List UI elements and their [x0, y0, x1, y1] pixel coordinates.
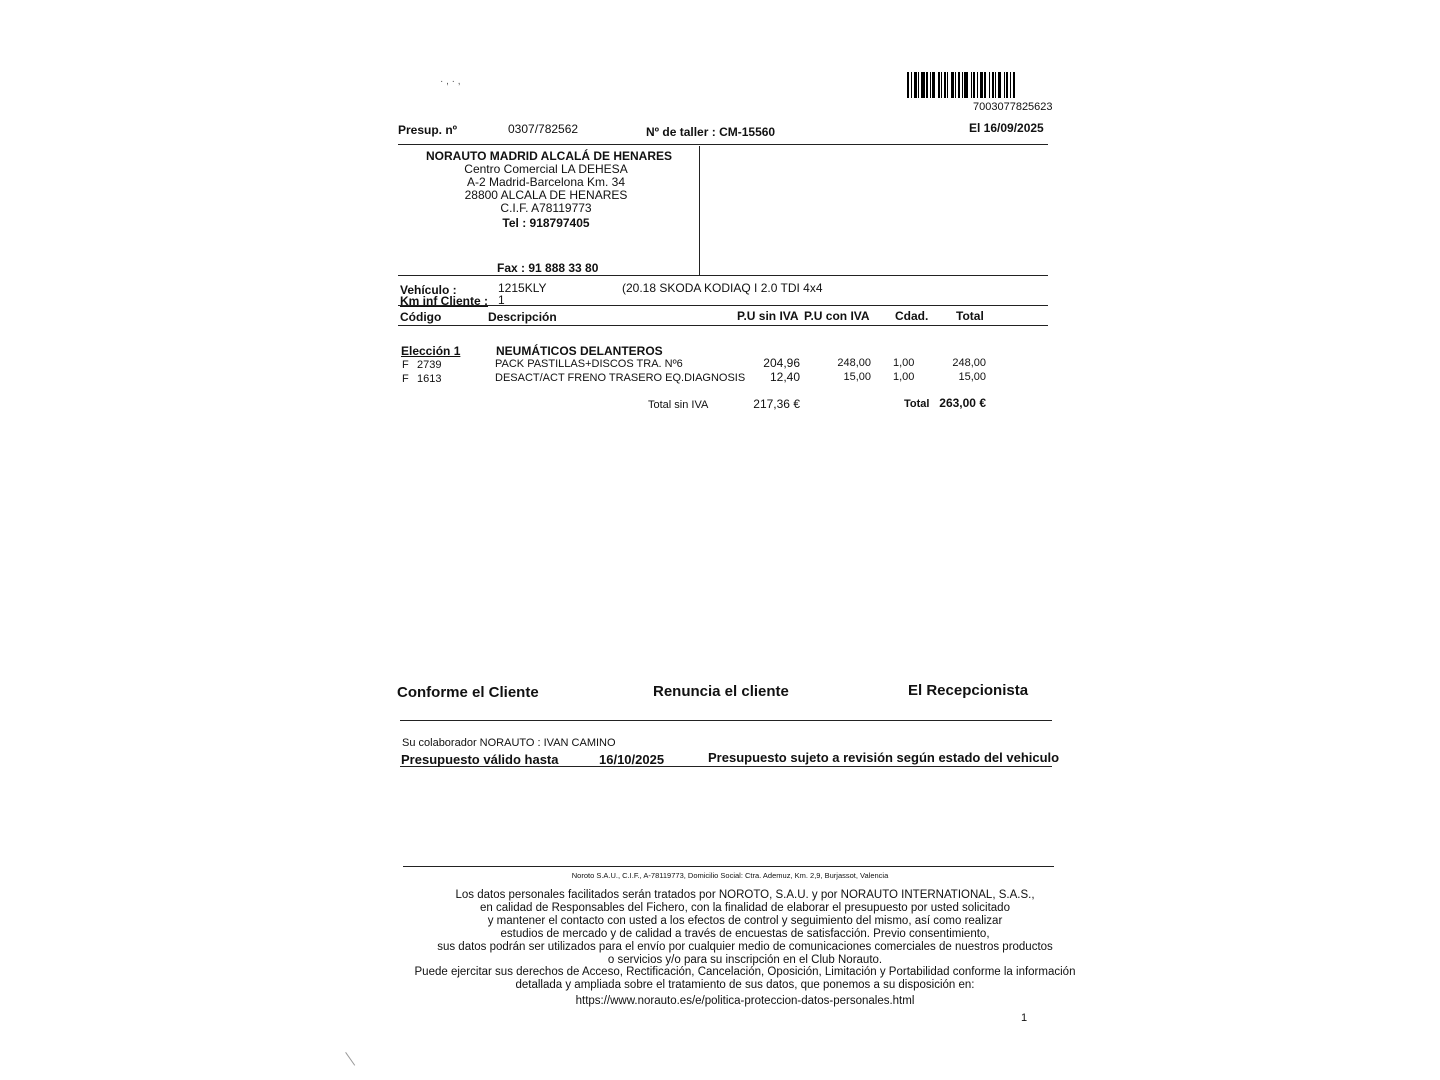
validity-rule: [400, 766, 1052, 767]
legal-line-4: estudios de mercado y de calidad a través de encuestas de satisfacción. Previo consentimiento,: [500, 928, 990, 940]
total-sin-iva-label: Total sin IVA: [648, 399, 709, 411]
total-value: 263,00 €: [939, 396, 986, 410]
signature-rule: [400, 720, 1052, 721]
footer-rule: [403, 866, 1054, 867]
privacy-url[interactable]: https://www.norauto.es/e/politica-proteccion-datos-personales.html: [575, 995, 915, 1007]
scan-mark-corner: [345, 1052, 355, 1066]
row-1-pu-sin-iva: 204,96: [763, 356, 800, 370]
total-label: Total: [904, 398, 930, 410]
taller-number: Nº de taller : CM-15560: [646, 125, 776, 139]
shop-address-3: 28800 ALCALA DE HENARES: [464, 188, 628, 202]
shop-cif: C.I.F. A78119773: [500, 201, 592, 215]
legal-line-1: Los datos personales facilitados serán tratados por NOROTO, S.A.U. y por NORAUTO INTERNATIONAL, S.A.S.,: [455, 889, 1035, 901]
row-2-cdad: 1,00: [893, 371, 915, 383]
header-total: Total: [956, 309, 984, 323]
shop-address-1: Centro Comercial LA DEHESA: [464, 162, 628, 176]
vehicle-rule: [398, 305, 1048, 306]
presup-label: Presup. nº: [398, 123, 458, 137]
scan-marks: · , · ,: [440, 76, 461, 87]
row-2-prefix: F: [402, 373, 409, 385]
shop-address-2: A-2 Madrid-Barcelona Km. 34: [466, 175, 626, 189]
shop-fax: Fax : 91 888 33 80: [497, 261, 599, 275]
header-descripcion: Descripción: [488, 310, 557, 324]
address-bottom-rule: [398, 275, 1048, 276]
address-divider: [699, 146, 700, 275]
row-1-pu-con-iva: 248,00: [837, 357, 871, 369]
km-value: 1: [498, 293, 505, 307]
row-1-description: PACK PASTILLAS+DISCOS TRA. Nº6: [495, 358, 683, 370]
valid-until-label: Presupuesto válido hasta: [401, 752, 559, 767]
signature-cliente: Conforme el Cliente: [397, 684, 539, 701]
row-1-code: 2739: [417, 359, 442, 371]
row-2-description: DESACT/ACT FRENO TRASERO EQ.DIAGNOSIS: [495, 372, 746, 384]
signature-renuncia: Renuncia el cliente: [653, 683, 789, 700]
km-label: Km inf Cliente :: [400, 294, 489, 308]
row-1-prefix: F: [402, 359, 409, 371]
vehicle-model: (20.18 SKODA KODIAQ I 2.0 TDI 4x4: [622, 281, 823, 295]
header-pu-con-iva: P.U con IVA: [804, 309, 870, 323]
legal-line-7: Puede ejercitar sus derechos de Acceso, Rectificación, Cancelación, Oposición, Limitación y Portabilidad conforme la información: [414, 966, 1076, 978]
presup-number: 0307/782562: [508, 122, 579, 136]
table-header-rule: [398, 325, 1048, 326]
document-date: El 16/09/2025: [969, 121, 1044, 135]
signature-recepcionista: El Recepcionista: [908, 682, 1029, 699]
legal-line-6: o servicios y/o para su inscripción en el Club Norauto.: [607, 954, 883, 966]
header-cdad: Cdad.: [895, 309, 929, 323]
row-2-total: 15,00: [958, 371, 986, 383]
group-title: NEUMÁTICOS DELANTEROS: [496, 344, 663, 358]
header-pu-sin-iva: P.U sin IVA: [737, 309, 799, 323]
legal-line-3: y mantener el contacto con usted a los efectos de control y seguimiento del mismo, así como realizar: [487, 915, 1003, 927]
group-label: Elección 1: [401, 344, 461, 358]
barcode: [907, 72, 1048, 98]
header-codigo: Código: [400, 310, 442, 324]
row-1-cdad: 1,00: [893, 357, 915, 369]
barcode-number: 7003077825623: [973, 101, 1053, 113]
legal-line-2: en calidad de Responsables del Fichero, con la finalidad de elaborar el presupuesto por usted solicitado: [480, 902, 1010, 914]
revision-note: Presupuesto sujeto a revisión según estado del vehiculo: [708, 750, 1060, 765]
total-sin-iva-value: 217,36 €: [753, 397, 800, 411]
company-line: Noroto S.A.U., C.I.F., A-78119773, Domicilio Social: Ctra. Ademuz, Km. 2,9, Burjassot, Valencia: [571, 871, 889, 880]
colaborador: Su colaborador NORAUTO : IVAN CAMINO: [402, 737, 616, 749]
legal-line-5: sus datos podrán ser utilizados para el envío por cualquier medio de comunicaciones comerciales de nuestros productos: [437, 941, 1053, 953]
row-2-pu-sin-iva: 12,40: [769, 370, 800, 384]
page-number: 1: [1021, 1012, 1028, 1024]
row-1-total: 248,00: [952, 357, 986, 369]
row-2-pu-con-iva: 15,00: [843, 371, 871, 383]
legal-line-8: detallada y ampliada sobre el tratamiento de sus datos, que ponemos a su disposición en:: [515, 979, 975, 991]
valid-until-date: 16/10/2025: [599, 752, 665, 767]
vehicle-label: Vehículo :: [400, 283, 457, 297]
shop-name: NORAUTO MADRID ALCALÁ DE HENARES: [426, 149, 672, 163]
header-rule: [398, 144, 1048, 145]
shop-tel: Tel : 918797405: [502, 216, 590, 230]
row-2-code: 1613: [417, 373, 442, 385]
vehicle-plate: 1215KLY: [498, 281, 547, 295]
